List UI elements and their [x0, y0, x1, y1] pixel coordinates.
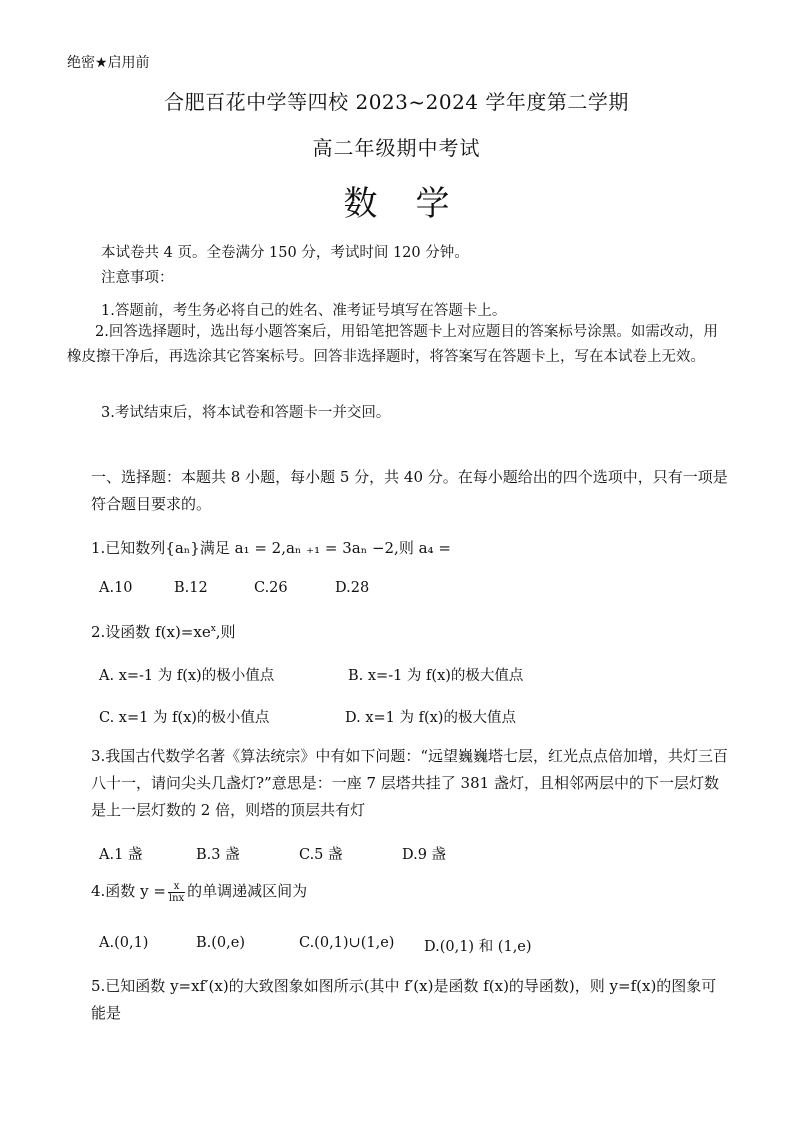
- q3-option-c: C.5 盏: [299, 847, 343, 863]
- q4-stem-suffix: 的单调递减区间为: [187, 882, 308, 900]
- note-2: 2.回答选择题时，选出每小题答案后，用铅笔把答题卡上对应题目的答案标号涂黑。如需改动，用橡皮擦干净后，再选涂其它答案标号。回答非选择题时，将答案写在答题卡上，写在本试卷上无效。: [67, 324, 718, 365]
- q2-option-d: D. x=1 为 f(x)的极大值点: [345, 710, 516, 726]
- notes-heading: 注意事项：: [101, 270, 174, 286]
- question-2-stem: [91, 621, 236, 642]
- q2-stem-exponent: x: [210, 624, 216, 634]
- q2-option-b: B. x=-1 为 f(x)的极大值点: [348, 668, 524, 684]
- question-1-stem: 1.已知数列{aₙ}满足 a₁ = 2,aₙ ₊₁ = 3aₙ −2,则 a₄ =: [91, 539, 451, 557]
- q2-option-a: A. x=-1 为 f(x)的极小值点: [99, 668, 275, 684]
- confidential-label: 绝密★启用前: [67, 55, 150, 71]
- q3-option-a: A.1 盏: [99, 847, 143, 863]
- q4-stem-prefix: 4.函数 y =: [91, 882, 166, 900]
- intro-line: 本试卷共 4 页。全卷满分 150 分，考试时间 120 分钟。: [101, 245, 469, 261]
- q2-stem-suffix: ,则: [215, 623, 236, 641]
- q1-option-b: B.12: [174, 580, 208, 596]
- q1-option-d: D.28: [335, 580, 370, 596]
- q4-option-d: D.(0,1) 和 (1,e): [424, 939, 532, 955]
- note-3: 3.考试结束后，将本试卷和答题卡一并交回。: [101, 405, 391, 421]
- q4-option-b: B.(0,e): [196, 935, 245, 951]
- q3-option-b: B.3 盏: [196, 847, 240, 863]
- question-5-stem: 5.已知函数 y=xf′(x)的大致图象如图所示(其中 f′(x)是函数 f(x)的导函数)，则 y=f(x)的图象可能是: [91, 977, 717, 1022]
- q2-option-c: C. x=1 为 f(x)的极小值点: [99, 710, 270, 726]
- section-heading: 一、选择题：本题共 8 小题，每小题 5 分，共 40 分。在每小题给出的四个选项中，只有一项是符合题目要求的。: [91, 468, 728, 513]
- q4-fraction-numerator: x: [168, 881, 185, 893]
- q2-stem-prefix: 2.设函数 f(x)=xe: [91, 623, 211, 641]
- q1-option-a: A.10: [99, 580, 133, 596]
- note-1: 1.答题前，考生务必将自己的姓名、准考证号填写在答题卡上。: [101, 303, 507, 319]
- question-4-stem: [91, 880, 307, 904]
- q4-fraction-denominator: lnx: [168, 892, 185, 904]
- q4-fraction: [168, 881, 185, 904]
- exam-title: 合肥百花中学等四校 2023~2024 学年度第二学期: [164, 90, 629, 114]
- exam-subtitle: 高二年级期中考试: [312, 136, 481, 160]
- q4-option-a: A.(0,1): [99, 935, 149, 951]
- subject-title: 数学: [343, 184, 488, 224]
- question-3-stem: 3.我国古代数学名著《算法统宗》中有如下问题：“远望巍巍塔七层，红光点点倍加增，共灯三百八十一，请问尖头几盏灯?”意思是：一座 7 层塔共挂了 381 盏灯，且相邻两层中的下一层灯数是上一层灯数的 2 倍，则塔的顶层共有灯: [91, 747, 728, 819]
- q3-option-d: D.9 盏: [402, 847, 447, 863]
- q4-option-c: C.(0,1)∪(1,e): [299, 935, 395, 951]
- q1-option-c: C.26: [254, 580, 288, 596]
